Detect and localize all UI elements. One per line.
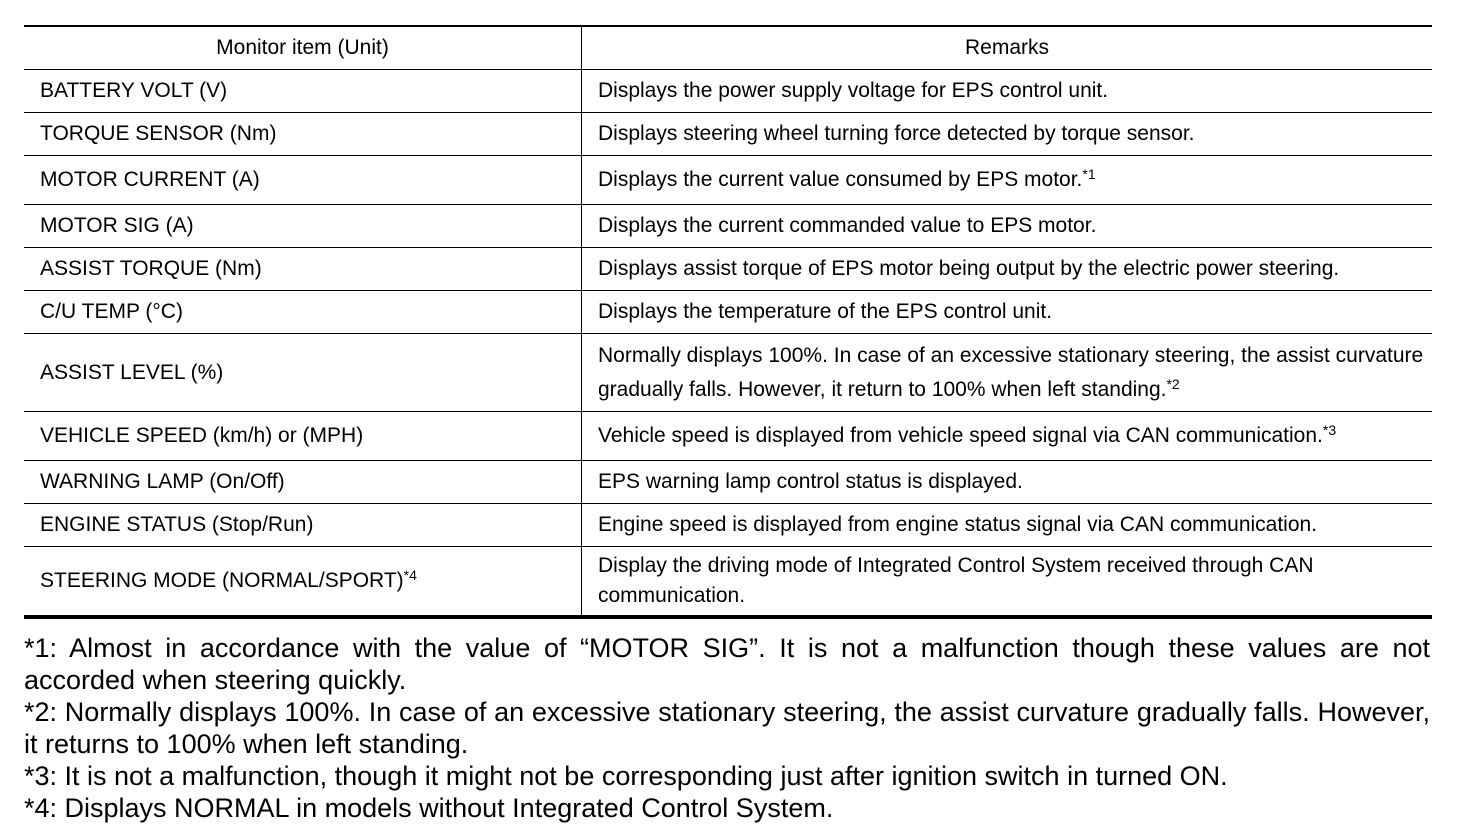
monitor-item-cell: STEERING MODE (NORMAL/SPORT)$^{*4}$ — [24, 547, 582, 617]
remarks-cell: Vehicle speed is displayed from vehicle speed signal via CAN communication.$^{*3}$ — [582, 412, 1433, 461]
remarks-cell: Displays assist torque of EPS motor being output by the electric power steering. — [582, 248, 1433, 291]
remarks-cell: Displays the power supply voltage for EPS control unit. — [582, 70, 1433, 113]
table-row — [24, 412, 1432, 461]
footnote-ref: *4 — [403, 566, 417, 583]
footnote-ref: *3 — [1322, 422, 1337, 438]
monitor-item-cell: BATTERY VOLT (V) — [24, 70, 582, 113]
table-row — [24, 70, 1432, 113]
table-row — [24, 547, 1432, 617]
monitor-table — [24, 25, 1432, 619]
footnote: *3: It is not a malfunction, though it might not be corresponding just after ignition switch in turned ON. — [24, 761, 1228, 791]
remarks-cell: Normally displays 100%. In case of an excessive stationary steering, the assist curvature gradually falls. However, it return to 100% when left standing.$^{*2}$ — [582, 334, 1433, 412]
table-row — [24, 156, 1432, 205]
monitor-item-cell: C/U TEMP (°C) — [24, 291, 582, 334]
table-row — [24, 113, 1432, 156]
monitor-item-cell: ENGINE STATUS (Stop/Run) — [24, 504, 582, 547]
footnote: *1: Almost in accordance with the value of “MOTOR SIG”. It is not a malfunction though these values are not accorded when steering quickly. — [24, 633, 1430, 695]
footnote-ref: *1 — [1082, 166, 1096, 182]
remarks-cell: Displays the current value consumed by EPS motor.$^{*1}$ — [582, 156, 1433, 205]
remarks-cell: Displays the temperature of the EPS control unit. — [582, 291, 1433, 334]
footnote: *2: Normally displays 100%. In case of an excessive stationary steering, the assist curvature gradually falls. However, it returns to 100% when left standing. — [24, 697, 1430, 759]
monitor-item-cell: ASSIST LEVEL (%) — [24, 334, 582, 412]
monitor-item-cell: MOTOR SIG (A) — [24, 205, 582, 248]
footnotes — [24, 632, 1430, 824]
table-row — [24, 291, 1432, 334]
footnote-ref: *2 — [1166, 375, 1180, 392]
remarks-cell: Displays the current commanded value to EPS motor. — [582, 205, 1433, 248]
table-header-row — [24, 26, 1432, 70]
footnote: *4: Displays NORMAL in models without Integrated Control System. — [24, 793, 834, 823]
monitor-item-cell: ASSIST TORQUE (Nm) — [24, 248, 582, 291]
table-row — [24, 248, 1432, 291]
table-row — [24, 205, 1432, 248]
remarks-cell: Display the driving mode of Integrated Control System received through CAN communication. — [582, 547, 1433, 617]
table-row — [24, 334, 1432, 412]
monitor-item-cell: TORQUE SENSOR (Nm) — [24, 113, 582, 156]
header-monitor-item: Monitor item (Unit) — [24, 26, 582, 70]
remarks-cell: Displays steering wheel turning force detected by torque sensor. — [582, 113, 1433, 156]
header-remarks: Remarks — [582, 26, 1433, 70]
table-row — [24, 504, 1432, 547]
remarks-cell: Engine speed is displayed from engine status signal via CAN communication. — [582, 504, 1433, 547]
monitor-item-cell: MOTOR CURRENT (A) — [24, 156, 582, 205]
table-row — [24, 461, 1432, 504]
remarks-cell: EPS warning lamp control status is displayed. — [582, 461, 1433, 504]
monitor-item-cell: WARNING LAMP (On/Off) — [24, 461, 582, 504]
monitor-item-cell: VEHICLE SPEED (km/h) or (MPH) — [24, 412, 582, 461]
